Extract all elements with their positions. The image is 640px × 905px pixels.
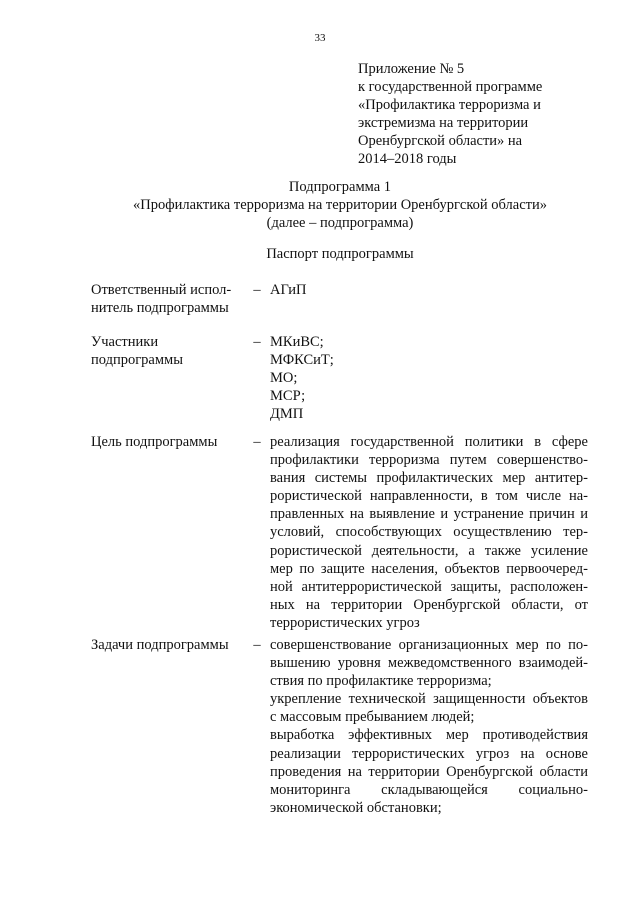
page-number: 33 (314, 32, 326, 44)
row-value-line: ной антитеррористической защиты, расположен- (270, 578, 588, 595)
row-label-line: подпрограммы (91, 352, 183, 368)
row-label-line: Участники (91, 334, 159, 350)
row-value-line: МФКСиТ; (270, 352, 334, 369)
subprogram-title-block (40, 178, 640, 232)
row-label-line: Цель подпрограммы (91, 434, 218, 450)
passport-title: Паспорт подпрограммы (266, 246, 414, 262)
row-value-line: реализации террористических угроз на основе (270, 745, 588, 762)
row-value-line: АГиП (270, 282, 307, 298)
row-label-goal (91, 433, 241, 451)
row-label-responsible (91, 281, 241, 317)
appendix-line: Оренбургской области» на (358, 133, 523, 149)
row-value-line: правленных на выявление и устранение причин и (270, 506, 588, 523)
row-dash: – (253, 637, 261, 653)
row-dash: – (253, 334, 261, 350)
row-value-line: рористической деятельности, а также усиление (270, 542, 588, 559)
row-label-tasks (91, 636, 241, 654)
row-value-line: ных на территории Оренбургской области, от (270, 596, 588, 613)
appendix-block (358, 60, 598, 168)
appendix-line: 2014–2018 годы (358, 151, 457, 167)
row-value-line: экономической обстановки; (270, 799, 442, 816)
row-value-line: проведения на территории Оренбургской области (270, 763, 588, 780)
row-value-line: укрепление технической защищенности объектов (270, 691, 588, 708)
row-value-goal (270, 433, 588, 632)
subprogram-name: «Профилактика терроризма на территории Оренбургской области» (132, 197, 547, 213)
row-label-line: нитель подпрограммы (91, 300, 229, 316)
row-value-line: ствия по профилактике терроризма; (270, 673, 492, 690)
row-value-line: с массовым пребыванием людей; (270, 709, 475, 726)
row-dash: – (253, 434, 261, 450)
row-label-participants (91, 333, 241, 369)
appendix-line: Приложение № 5 (358, 61, 465, 77)
appendix-line: экстремизма на территории (358, 115, 529, 131)
row-value-line: вышению уровня межведомственного взаимодей- (270, 655, 588, 672)
row-value-line: мониторинга складывающейся социально- (270, 781, 588, 798)
row-value-line: вания системы профилактических мер антитер- (270, 470, 588, 487)
row-value-line: МО; (270, 370, 298, 387)
row-value-line: МКиВС; (270, 334, 324, 350)
row-value-line: мер по защите населения, объектов первоочеред- (270, 560, 588, 577)
row-value-responsible (270, 281, 588, 299)
row-label-line: Ответственный испол- (91, 282, 232, 298)
appendix-line: «Профилактика терроризма и (358, 97, 541, 113)
row-dash: – (253, 282, 261, 298)
row-value-line: террористических угроз (270, 614, 420, 631)
row-value-line: ДМП (270, 406, 304, 423)
appendix-line: к государственной программе (358, 79, 543, 95)
row-value-line: реализация государственной политики в сфере (270, 434, 588, 450)
row-value-line: рористической направленности, в том числе на- (270, 488, 588, 505)
row-value-participants (270, 333, 588, 423)
row-value-line: условий, способствующих осуществлению тер- (270, 524, 588, 541)
row-value-line: МСР; (270, 388, 306, 405)
row-value-line: совершенствование организационных мер по по- (270, 637, 588, 653)
row-value-tasks (270, 636, 588, 817)
subprogram-title: Подпрограмма 1 (288, 179, 392, 195)
row-value-line: профилактики терроризма путем совершенство- (270, 452, 588, 469)
row-value-line: выработка эффективных мер противодействия (270, 727, 588, 744)
subprogram-note: (далее – подпрограмма) (266, 215, 414, 231)
row-label-line: Задачи подпрограммы (91, 637, 229, 653)
